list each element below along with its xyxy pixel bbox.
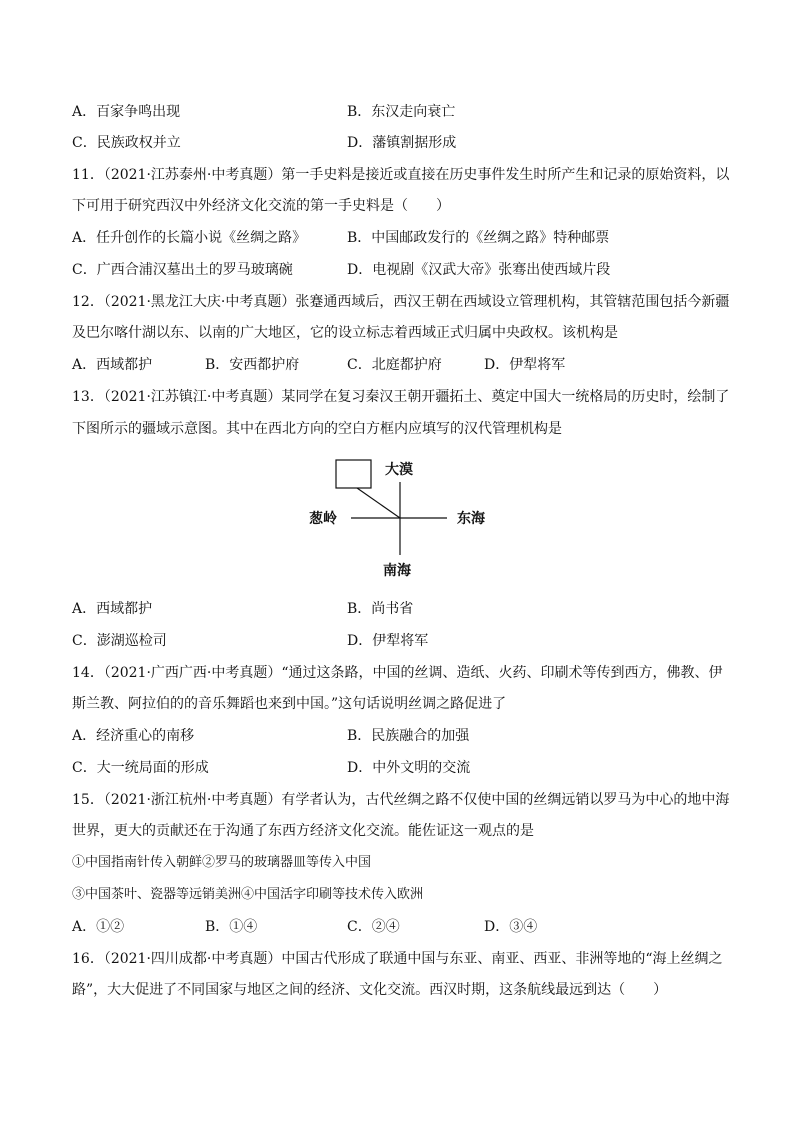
q10-option-d: D．藩镇割据形成 xyxy=(347,135,457,151)
q14-option-b: B．民族融合的加强 xyxy=(347,728,470,744)
q12-option-a: A．西域都护 xyxy=(72,357,153,373)
q15-items-line2: ③中国茶叶、瓷器等远销美洲④中国活字印刷等技术传入欧洲 xyxy=(72,887,424,902)
q15-option-a: A．①② xyxy=(72,919,125,935)
q10-option-a: A．百家争鸣出现 xyxy=(72,104,181,120)
q13-stem-line2: 下图所示的疆域示意图。其中在西北方向的空白方框内应填写的汉代管理机构是 xyxy=(72,421,562,437)
q11-option-b: B．中国邮政发行的《丝绸之路》特种邮票 xyxy=(347,230,610,246)
q14-stem-line1: 14．（2021·广西广西·中考真题）“通过这条路，中国的丝调、造纸、火药、印刷术等传到西方，佛教、伊 xyxy=(72,665,723,681)
q15-option-c: C．②④ xyxy=(347,919,400,935)
q13-option-b: B．尚书省 xyxy=(347,601,414,617)
map-label-west: 葱岭 xyxy=(309,511,337,527)
q13-stem-line1: 13．（2021·江苏镇江·中考真题）某同学在复习秦汉王朝开疆拓土、奠定中国大一统格局的历史时，绘制了 xyxy=(72,389,730,405)
q12-stem-line1: 12．（2021·黑龙江大庆·中考真题）张蹇通西域后，西汉王朝在西域设立管理机构，其管辖范围包括今新疆 xyxy=(72,294,730,310)
q16-stem-line1: 16．（2021·四川成都·中考真题）中国古代形成了联通中国与东亚、南亚、西亚、非洲等地的“海上丝绸之 xyxy=(72,951,723,967)
q12-stem-line2: 及巴尔喀什湖以东、以南的广大地区，它的设立标志着西域正式归属中央政权。该机构是 xyxy=(72,325,618,341)
q14-stem-line2: 斯兰教、阿拉伯的的音乐舞蹈也来到中国。”这句话说明丝调之路促进了 xyxy=(72,696,507,712)
q10-option-c: C．民族政权并立 xyxy=(72,135,181,151)
q11-option-d: D．电视剧《汉武大帝》张骞出使西域片段 xyxy=(347,262,611,278)
q11-stem-line1: 11．（2021·江苏泰州·中考真题）第一手史料是接近或直接在历史事件发生时所产生和记录的原始资料，以 xyxy=(72,167,730,183)
map-blank-box xyxy=(336,460,371,488)
q15-stem-line2: 世界，更大的贡献还在于沟通了东西方经济文化交流。能佐证这一观点的是 xyxy=(72,823,534,839)
q15-option-b: B．①④ xyxy=(205,919,258,935)
q14-option-d: D．中外文明的交流 xyxy=(347,760,471,776)
q11-stem-line2: 下可用于研究西汉中外经济文化交流的第一手史料是（ ） xyxy=(72,198,450,214)
q15-stem-line1: 15．（2021·浙江杭州·中考真题）有学者认为，古代丝绸之路不仅使中国的丝绸远销以罗马为中心的地中海 xyxy=(72,792,730,808)
q12-option-d: D．伊犁将军 xyxy=(484,357,566,373)
map-northwest-line xyxy=(357,488,400,518)
q11-option-c: C．广西合浦汉墓出土的罗马玻璃碗 xyxy=(72,262,293,278)
q13-option-c: C．澎湖巡检司 xyxy=(72,633,167,649)
q13-option-a: A．西域都护 xyxy=(72,601,153,617)
q15-items-line1: ①中国指南针传入朝鲜②罗马的玻璃器皿等传入中国 xyxy=(72,855,372,870)
q12-option-b: B．安西都护府 xyxy=(205,357,300,373)
q12-option-c: C．北庭都护府 xyxy=(347,357,442,373)
q11-option-a: A．任升创作的长篇小说《丝绸之路》 xyxy=(72,230,307,246)
q10-option-b: B．东汉走向衰亡 xyxy=(347,104,456,120)
q15-option-d: D．③④ xyxy=(484,919,538,935)
q16-stem-line2: 路”，大大促进了不同国家与地区之间的经济、文化交流。西汉时期，这条航线最远到达（ ） xyxy=(72,982,668,998)
q13-option-d: D．伊犁将军 xyxy=(347,633,429,649)
q14-option-c: C．大一统局面的形成 xyxy=(72,760,209,776)
map-label-north: 大漠 xyxy=(385,462,413,478)
map-label-south: 南海 xyxy=(383,563,411,579)
q14-option-a: A．经济重心的南移 xyxy=(72,728,195,744)
map-label-east: 东海 xyxy=(457,511,485,527)
